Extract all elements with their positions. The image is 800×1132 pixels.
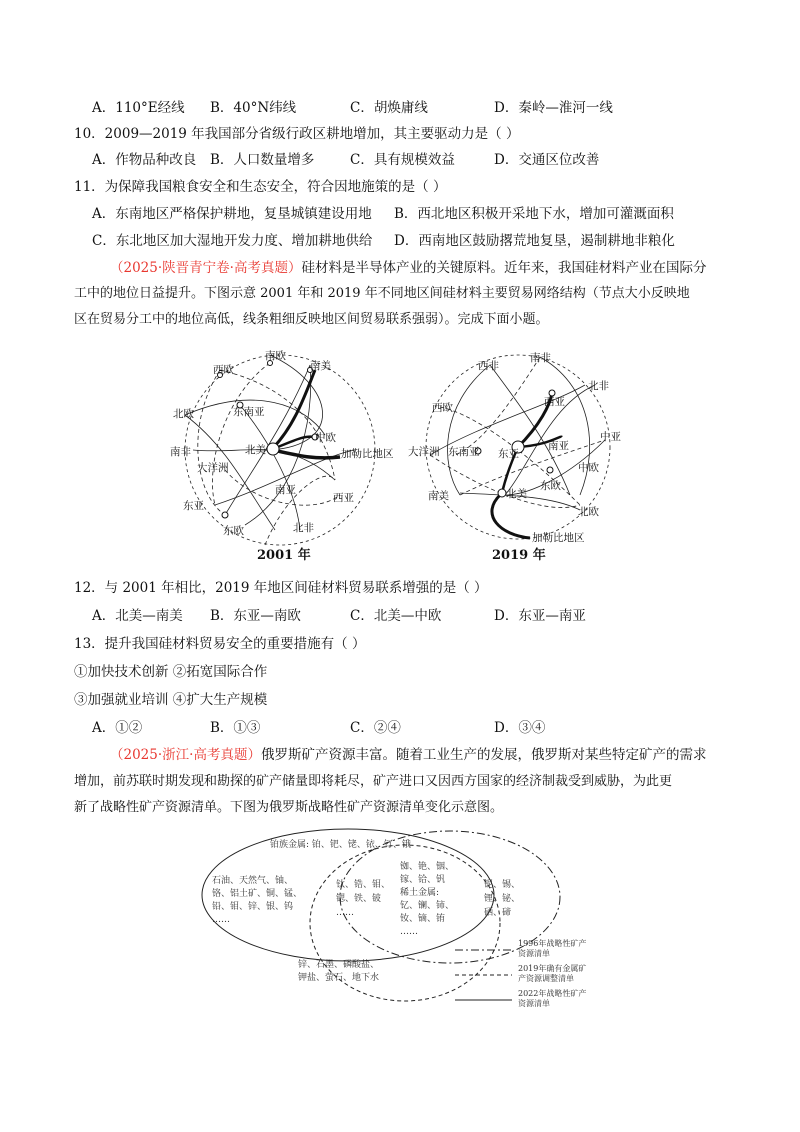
node-2019-west-asia: 西亚: [544, 396, 565, 408]
node-2019-southeast-asia: 东南亚: [448, 446, 480, 458]
q11-option-d: D．西南地区鼓励撂荒地复垦，遏制耕地非粮化: [394, 233, 675, 249]
venn-mid-right-line: 镓、铪、钒: [400, 875, 446, 885]
q13-option-c: C．②④: [350, 720, 401, 736]
node-2019-south-asia: 南亚: [548, 440, 569, 452]
node-2019-east-asia: 东亚: [498, 448, 519, 460]
node-2019-oceania: 大洋洲: [408, 446, 440, 458]
venn-mid-right-line: 稀土金属:: [400, 888, 440, 898]
venn-left-line: 铬、铝土矿、铜、锰、: [212, 889, 303, 899]
passage2-source: （2025·浙江·高考真题）: [110, 747, 261, 763]
legend-2022: 2022年战略性矿产: [518, 989, 587, 998]
venn-bottom-line: 锌、石墨、磷酸盐、: [298, 960, 380, 970]
legend-2019: 2019年确有金属矿: [518, 964, 587, 973]
node-2001-oceania: 大洋洲: [197, 462, 229, 474]
q12-option-b: B．东亚—南欧: [210, 608, 301, 624]
venn-left-line: ……: [212, 915, 230, 925]
trade-network-2001: [165, 345, 415, 565]
venn-center-line: 锶、铁、铍: [336, 894, 382, 904]
node-2019-central-europe: 中欧: [578, 462, 599, 474]
q10-option-a: A．作物品种改良: [92, 152, 197, 168]
node-2001-south-america: 南美: [310, 360, 331, 372]
q13-stem: 13．提升我国硅材料贸易安全的重要措施有（ ）: [74, 636, 366, 652]
legend-1996: 1996年战略性矿产: [518, 939, 587, 948]
venn-left-line: 铅、钼、锌、银、钨: [212, 902, 294, 912]
node-2001-north-europe: 北欧: [173, 408, 194, 420]
passage2-line3: 新了战略性矿产资源清单。下图为俄罗斯战略性矿产资源清单变化示意图。: [74, 800, 504, 815]
venn-center-line: 钛、锆、钼、: [336, 880, 391, 890]
venn-mid-right-line: 钇、镧、铈、: [400, 901, 455, 911]
node-2001-southeast-asia: 东南亚: [233, 406, 265, 418]
q9-option-a: A．110°E经线: [92, 100, 185, 116]
node-2001-west-europe: 西欧: [213, 364, 234, 376]
node-2019-south-africa: 南非: [530, 352, 551, 364]
node-2019-north-america: 北美: [506, 488, 527, 500]
q11-option-a: A．东南地区严格保护耕地，复垦城镇建设用地: [92, 206, 372, 222]
caption-2001: 2001 年: [257, 548, 311, 563]
q9-option-d: D．秦岭—淮河一线: [494, 100, 613, 116]
passage1-line2: 工中的地位日益提升。下图示意 2001 年和 2019 年不同地区间硅材料主要贸易网络结构（节点大小反映地: [74, 286, 690, 301]
node-2019-north-africa: 北非: [588, 380, 609, 392]
legend-1996: 资源清单: [518, 949, 550, 958]
trade-network-2019: [400, 345, 650, 565]
q12-option-a: A．北美—南美: [92, 608, 183, 624]
q12-option-c: C．北美—中欧: [350, 608, 442, 624]
node-2019-west-africa: 西非: [478, 360, 499, 372]
venn-center-line: ……: [336, 908, 354, 918]
q9-option-b: B．40°N纬线: [210, 100, 297, 116]
venn-left-line: 石油、天然气、铀、: [212, 876, 294, 886]
venn-right-line: 铌、锡、: [484, 880, 521, 890]
q10-option-b: B．人口数量增多: [210, 152, 315, 168]
q13-option-b: B．①③: [210, 720, 261, 736]
venn-bottom-line: 钾盐、萤石、地下水: [298, 973, 380, 983]
q10-option-c: C．具有规模效益: [350, 152, 455, 168]
q13-option-a: A．①②: [92, 720, 143, 736]
venn-mid-right-line: 钕、镝、铕: [400, 914, 446, 924]
caption-2019: 2019 年: [492, 548, 546, 563]
q9-option-c: C．胡焕庸线: [350, 100, 428, 116]
q13-items-1: ①加快技术创新 ②拓宽国际合作: [74, 664, 268, 680]
q13-option-d: D．③④: [494, 720, 546, 736]
node-2001-central-europe: 中欧: [315, 432, 336, 444]
venn-right-line: 锂、铋、: [484, 894, 521, 904]
q11-stem: 11．为保障我国粮食安全和生态安全，符合因地施策的是（ ）: [74, 179, 447, 195]
node-2019-central-asia: 中亚: [600, 431, 621, 443]
node-2001-south-europe: 南欧: [265, 350, 286, 362]
node-2019-east-europe: 东欧: [540, 480, 561, 492]
legend-2022: 资源清单: [518, 999, 550, 1008]
passage1-line3: 区在贸易分工中的地位高低，线条粗细反映地区间贸易联系强弱）。完成下面小题。: [74, 312, 549, 327]
q12-stem: 12．与 2001 年相比，2019 年地区间硅材料贸易联系增强的是（ ）: [74, 580, 488, 596]
venn-right-line: 硒、碲: [484, 908, 512, 918]
node-2001-caribbean: 加勒比地区: [341, 448, 394, 460]
node-2019-south-america: 南美: [428, 490, 449, 502]
passage1-source: （2025·陕晋青宁卷·高考真题）: [110, 260, 302, 276]
passage2-line1: （2025·浙江·高考真题）俄罗斯矿产资源丰富。随着工业生产的发展，俄罗斯对某些特定矿产的需求: [110, 747, 707, 763]
q11-option-c: C．东北地区加大湿地开发力度、增加耕地供给: [92, 233, 373, 249]
node-2001-south-asia: 南亚: [275, 484, 296, 496]
node-2001-north-america: 北美: [245, 444, 266, 456]
node-2001-east-europe: 东欧: [223, 525, 244, 537]
passage1-line1: （2025·陕晋青宁卷·高考真题）硅材料是半导体产业的关键原料。近年来，我国硅材料产业在国际分: [110, 260, 707, 276]
q11-option-b: B．西北地区积极开采地下水，增加可灌溉面积: [394, 206, 674, 222]
q10-stem: 10．2009—2019 年我国部分省级行政区耕地增加，其主要驱动力是（ ）: [74, 126, 520, 142]
venn-platinum-group: 铂族金属: 铂、钯、铑、铱、钌、锇: [270, 840, 411, 850]
node-2001-north-africa: 北非: [293, 522, 314, 534]
venn-mid-right-line: 铷、铯、铟、: [400, 862, 455, 872]
q12-option-d: D．东亚—南亚: [494, 608, 586, 624]
venn-mid-right-line: ……: [400, 927, 418, 937]
passage2-line2: 增加，前苏联时期发现和勘探的矿产储量即将耗尽，矿产进口又因西方国家的经济制裁受到威胁，为此更: [74, 774, 673, 789]
node-2001-south-africa: 南非: [170, 446, 191, 458]
node-2001-east-asia: 东亚: [183, 500, 204, 512]
legend-2019: 产资源调整清单: [518, 974, 574, 983]
node-2019-north-europe: 北欧: [578, 506, 599, 518]
q13-items-2: ③加强就业培训 ④扩大生产规模: [74, 692, 268, 708]
node-2019-caribbean: 加勒比地区: [532, 532, 585, 544]
node-2019-west-europe: 西欧: [432, 402, 453, 414]
node-2001-west-asia: 西亚: [333, 492, 354, 504]
mineral-list-venn-diagram: [200, 825, 620, 1025]
q10-option-d: D．交通区位改善: [494, 152, 600, 168]
